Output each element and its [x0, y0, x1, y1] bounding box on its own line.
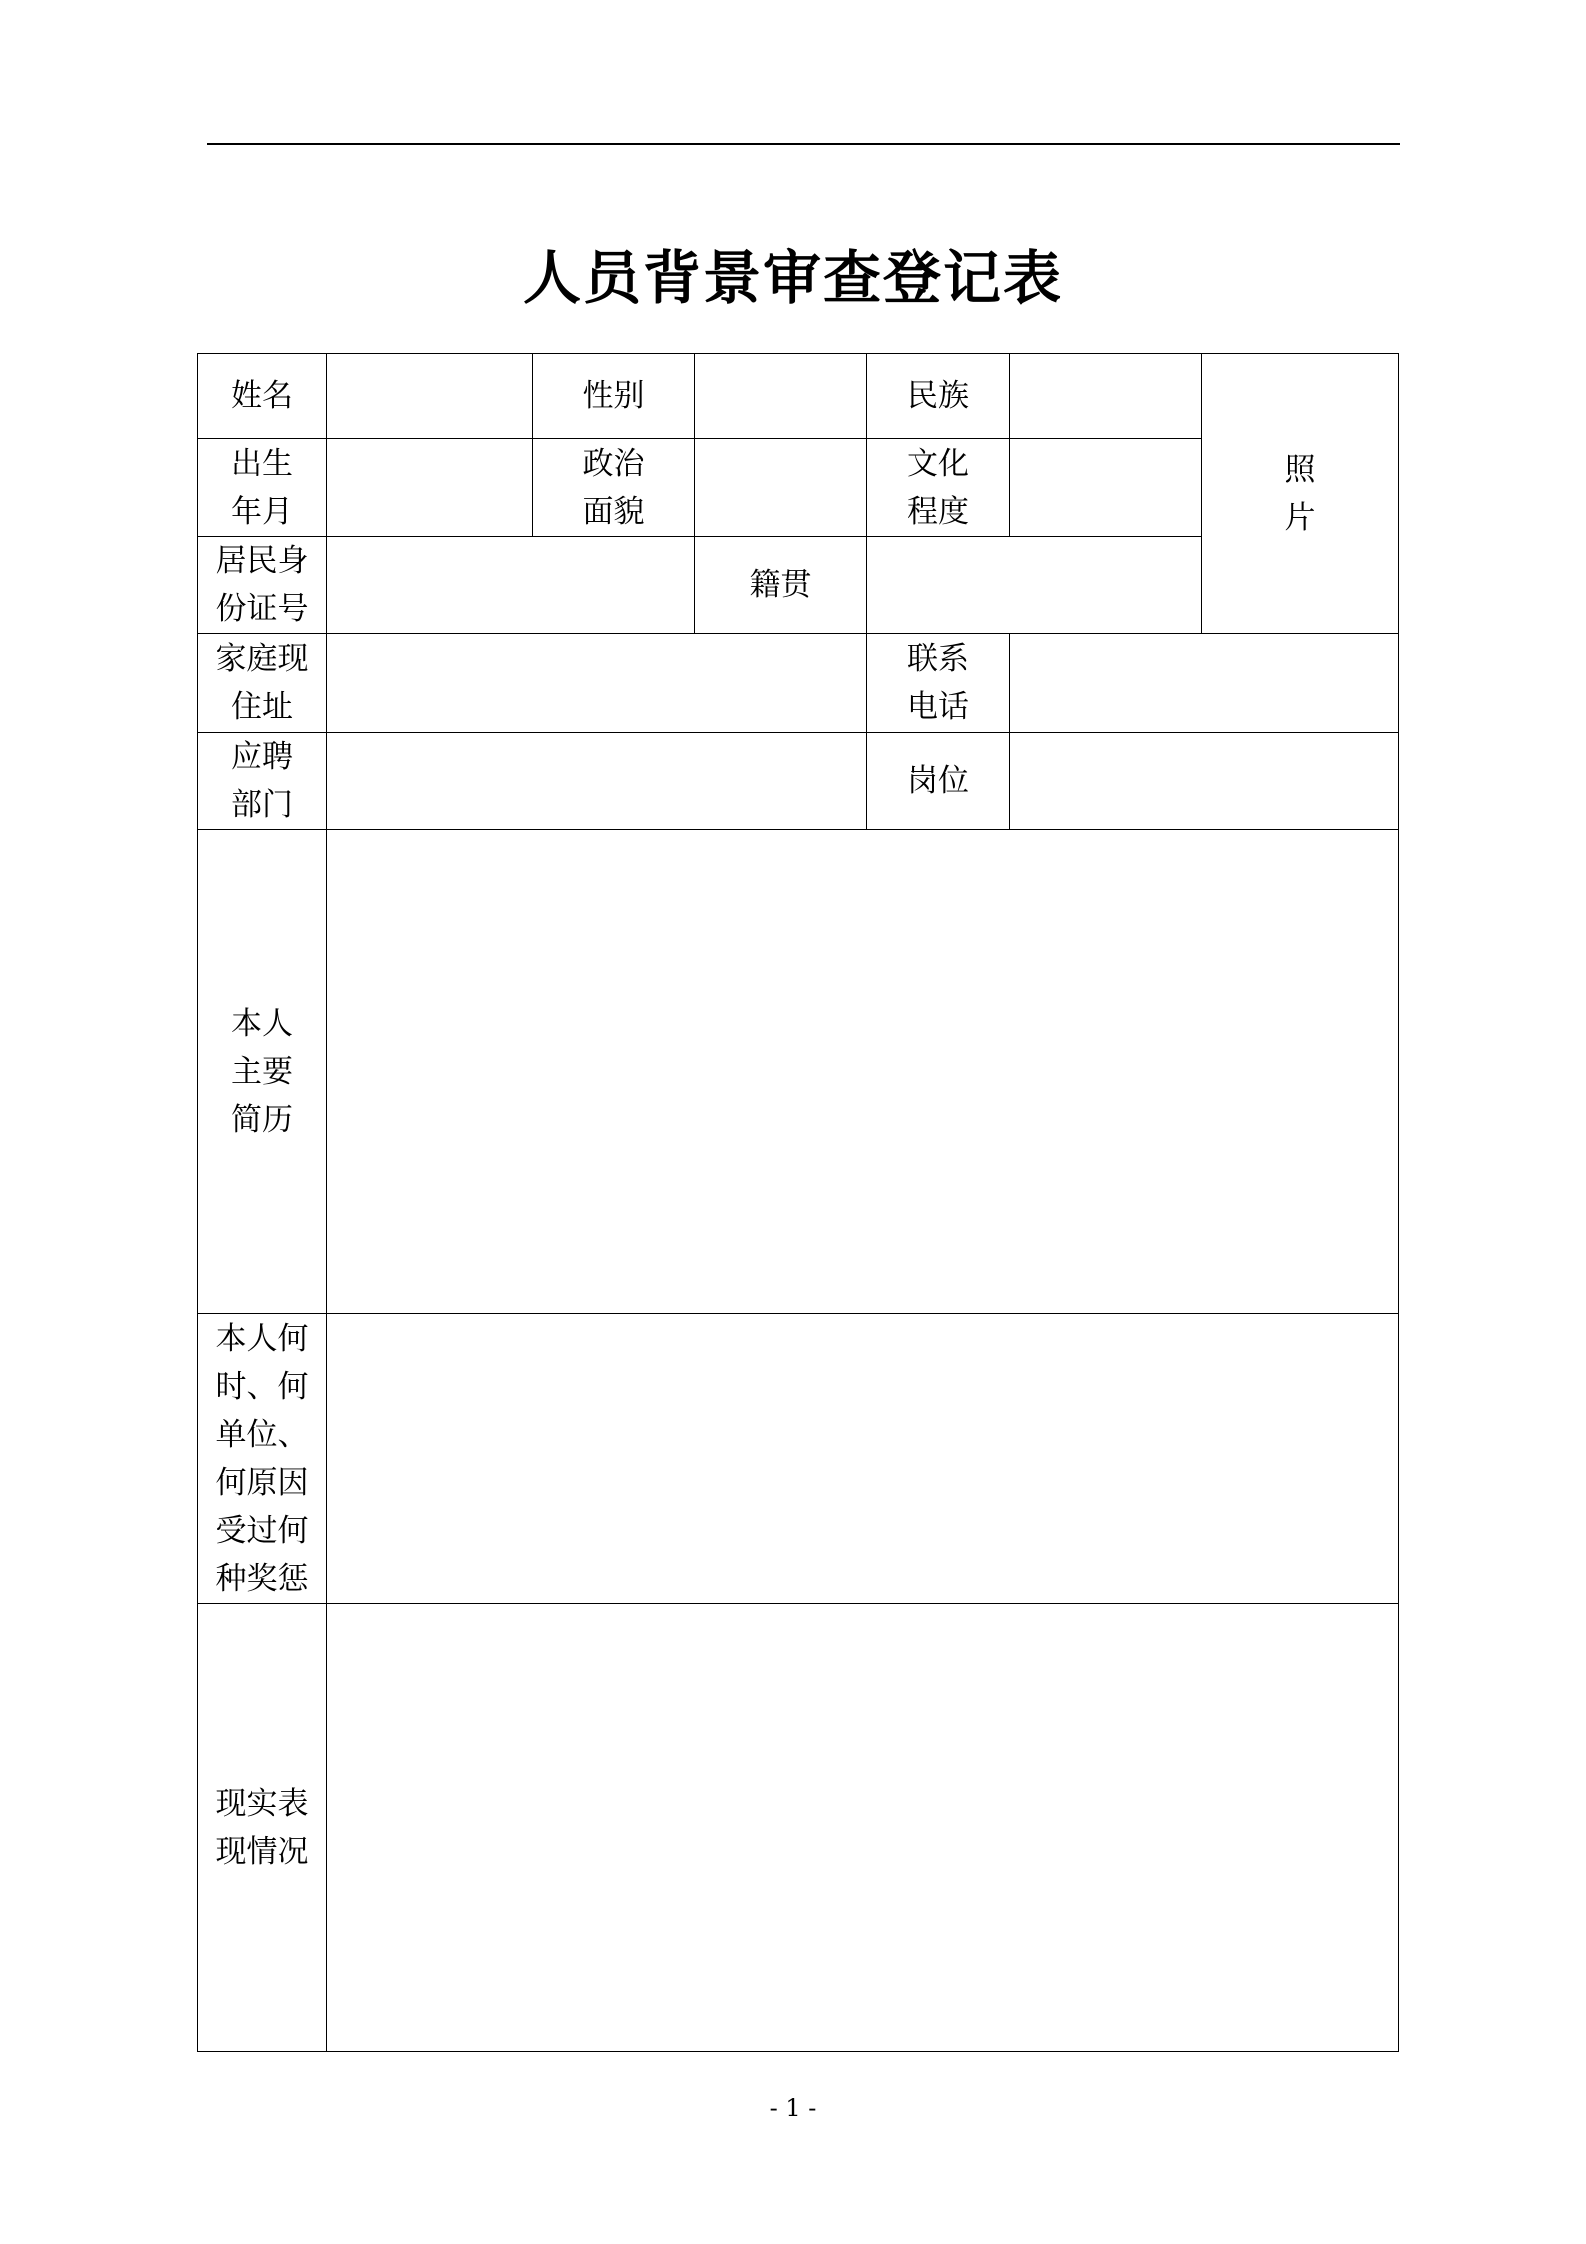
field-address[interactable]: [327, 634, 867, 733]
label-native-place: 籍贯: [695, 537, 867, 634]
label-gender: 性别: [533, 354, 695, 439]
label-department: 应聘部门: [198, 733, 327, 830]
field-political[interactable]: [695, 439, 867, 537]
field-id-number[interactable]: [327, 537, 695, 634]
field-birth[interactable]: [327, 439, 533, 537]
label-birth: 出生年月: [198, 439, 327, 537]
label-education: 文化程度: [867, 439, 1010, 537]
label-resume: 本人主要简历: [198, 830, 327, 1314]
field-rewards[interactable]: [327, 1314, 1399, 1604]
field-ethnicity[interactable]: [1010, 354, 1202, 439]
label-rewards: 本人何时、何单位、何原因受过何种奖惩: [198, 1314, 327, 1604]
photo-box[interactable]: 照片: [1202, 354, 1399, 634]
header-rule: [207, 143, 1400, 145]
field-phone[interactable]: [1010, 634, 1399, 733]
field-education[interactable]: [1010, 439, 1202, 537]
label-ethnicity: 民族: [867, 354, 1010, 439]
field-resume[interactable]: [327, 830, 1399, 1314]
label-political: 政治面貌: [533, 439, 695, 537]
label-id-number: 居民身份证号: [198, 537, 327, 634]
page-title: 人员背景审查登记表: [522, 244, 1063, 312]
label-position: 岗位: [867, 733, 1010, 830]
label-phone: 联系电话: [867, 634, 1010, 733]
label-name: 姓名: [198, 354, 327, 439]
registration-form: [197, 353, 1399, 2052]
field-native-place[interactable]: [867, 537, 1202, 634]
label-address: 家庭现住址: [198, 634, 327, 733]
field-position[interactable]: [1010, 733, 1399, 830]
field-name[interactable]: [327, 354, 533, 439]
field-gender[interactable]: [695, 354, 867, 439]
label-performance: 现实表现情况: [198, 1604, 327, 2052]
field-department[interactable]: [327, 733, 867, 830]
field-performance[interactable]: [327, 1604, 1399, 2052]
page-number: - 1 -: [769, 2094, 817, 2122]
